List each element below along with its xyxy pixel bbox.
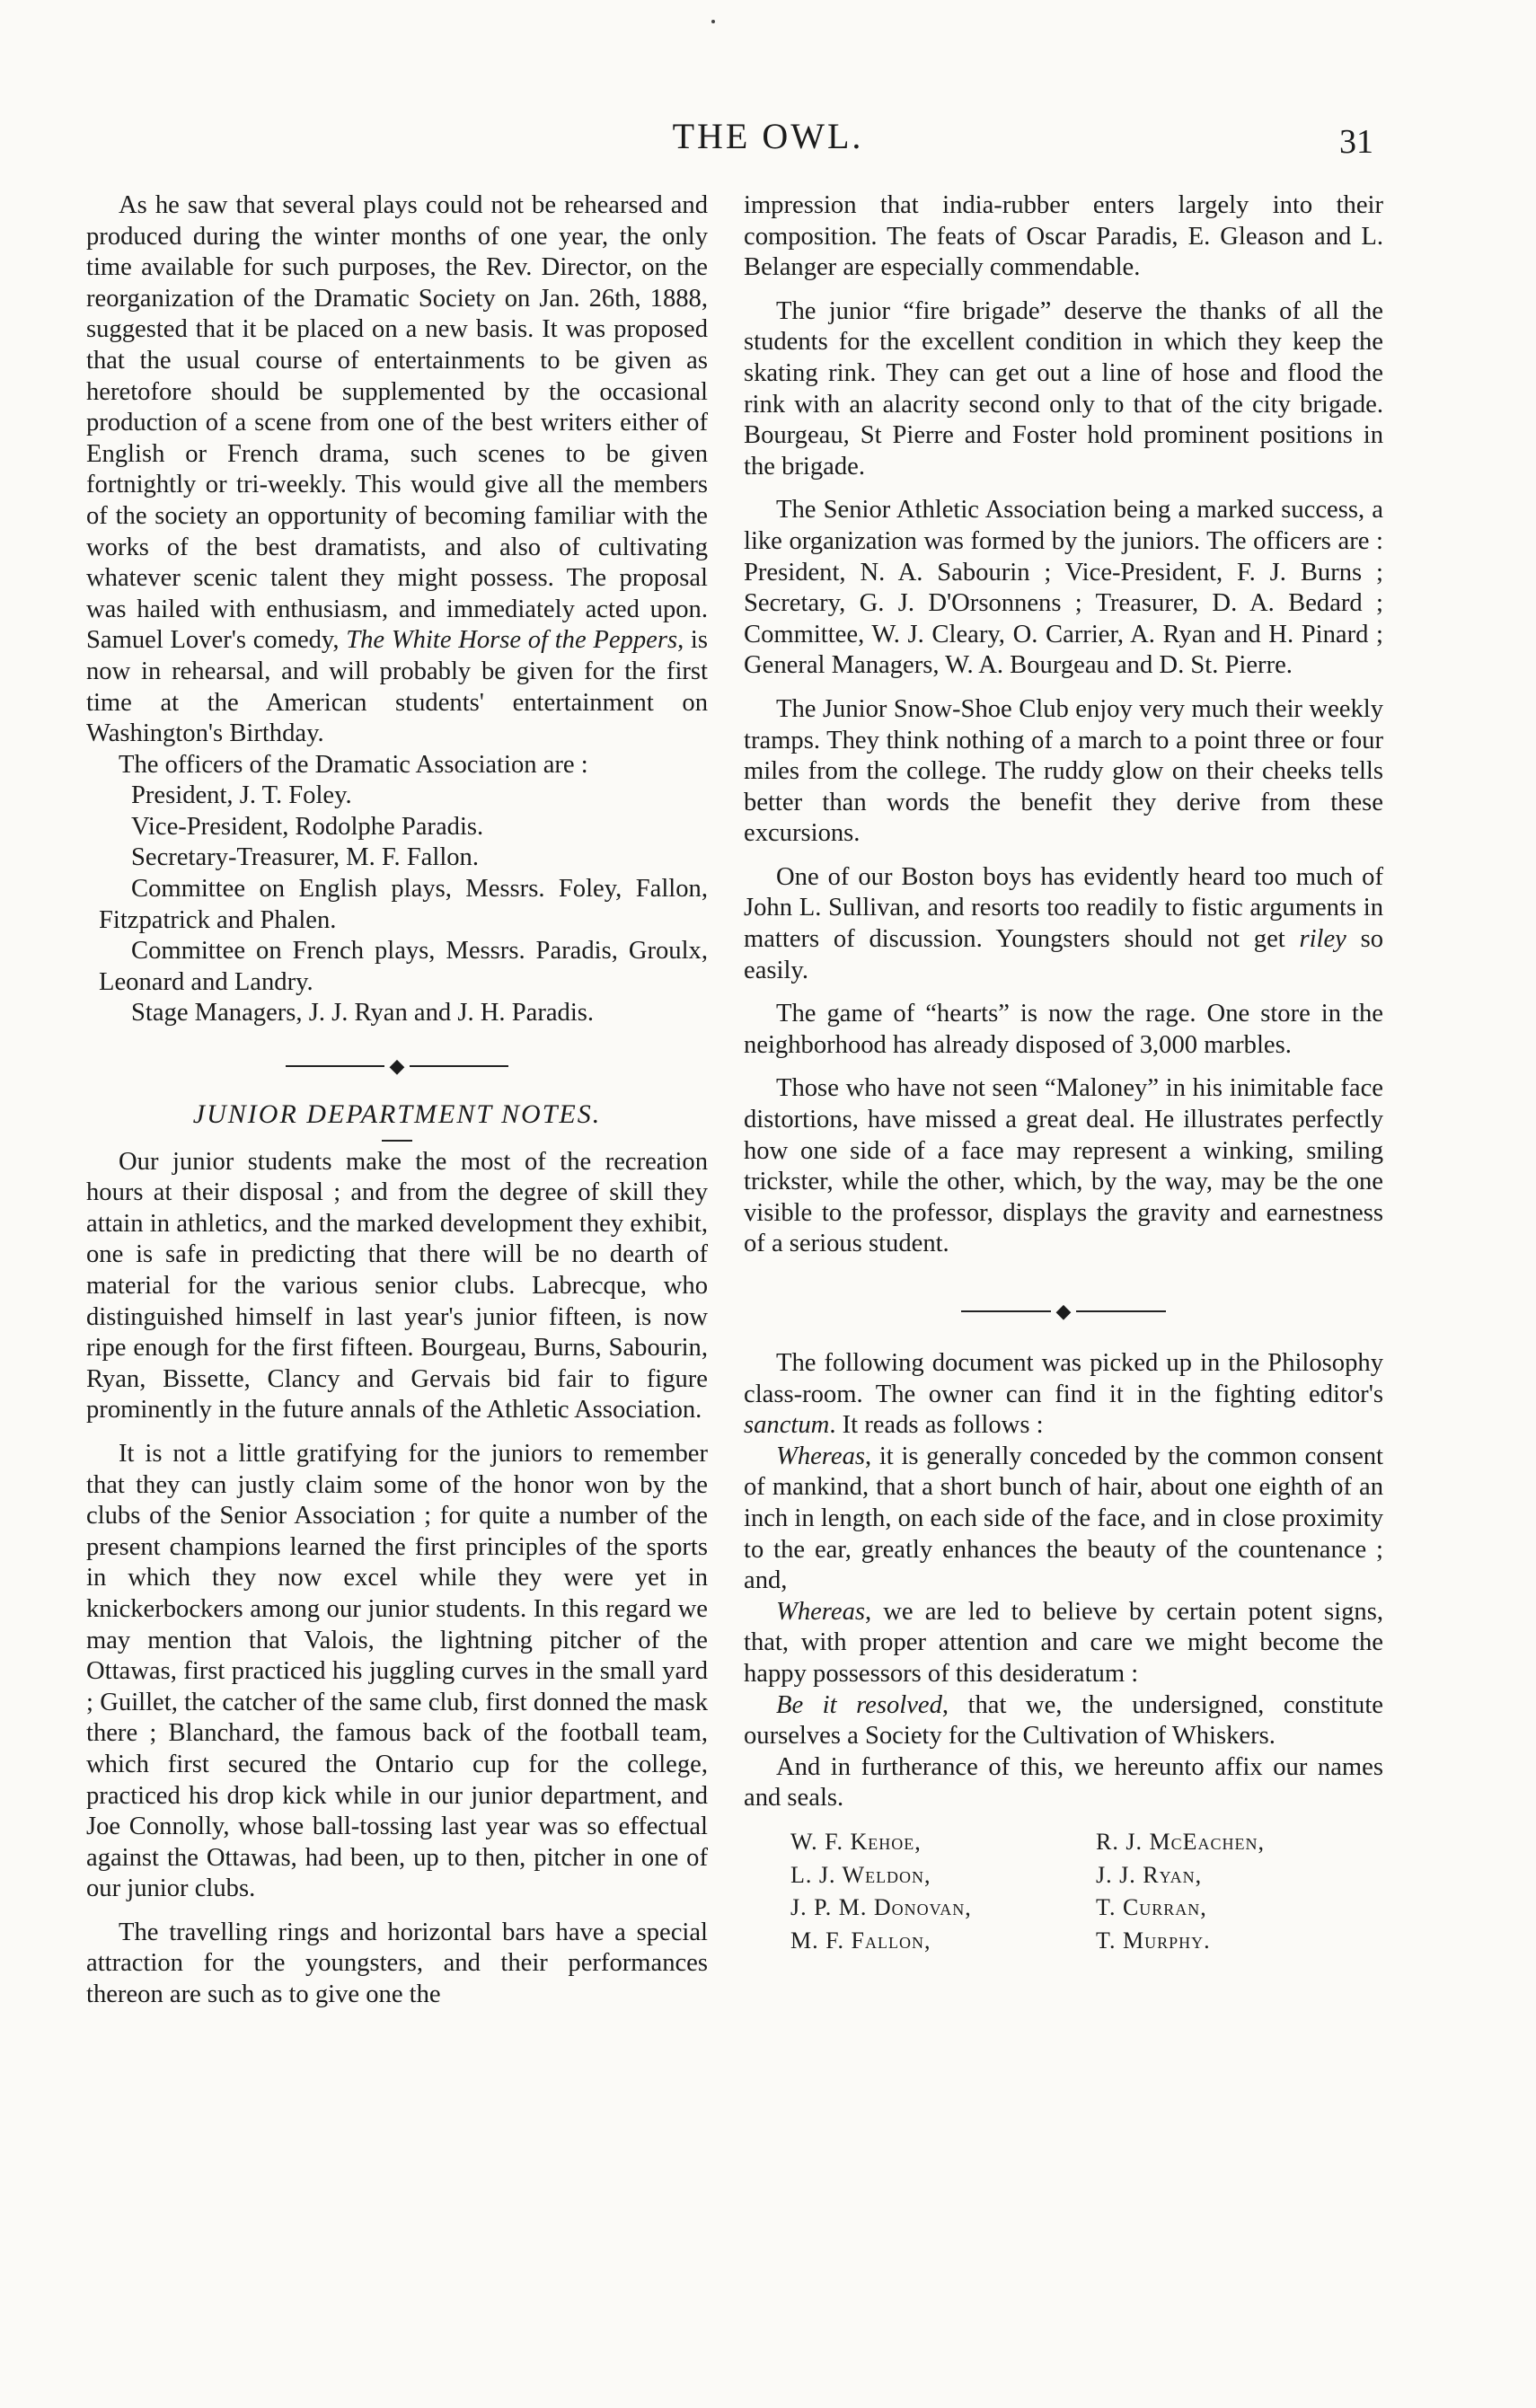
signature: W. F. Kehoe, [790, 1828, 922, 1855]
left-column [86, 190, 708, 2011]
officer-line: Secretary-Treasurer, M. F. Fallon. [131, 843, 480, 872]
section-divider [744, 1301, 1383, 1321]
junior-paragraph: The travelling rings and horizontal bars have a special attraction for the youngsters, and their performances thereon are such as to give one the [86, 1918, 708, 2009]
signature: T. Curran, [1096, 1894, 1207, 1921]
fire-brigade-paragraph: The junior “fire brigade” deserve the thanks of all the students for the excellent condition in which they keep the skating rink. They can get out a line of hose and flood the rink with an alacrity second only to that of the city brigade. Bourgeau, St Pierre and Foster hold prominent positions in the brigade. [744, 296, 1383, 481]
page-number: 31 [1339, 123, 1373, 161]
athletic-association-paragraph: The Senior Athletic Association being a marked success, a like organization was formed by the juniors. The officers are : President, N. A. Sabourin ; Vice-President, F. J. Burns ; Secretary, G. J. D'Orsonnens ; Treasurer, D. A. Bedard ; Committee, W. J. Cleary, O. Carrier, A. Ryan and H. Pinard ; General Managers, W. A. Bourgeau and D. St. Pierre. [744, 496, 1383, 680]
signature: L. J. Weldon, [790, 1861, 931, 1888]
officers-intro: The officers of the Dramatic Association are : [119, 750, 588, 779]
signature-list [744, 1827, 1383, 1956]
heading-rule [382, 1140, 412, 1142]
maloney-paragraph: Those who have not seen “Maloney” in his inimitable face distortions, have missed a great deal. He illustrates perfectly how one side of a face may represent a winking, smiling trickster, while the other, which, by the way, may be the one visible to the professor, displays the gravity and earnestness of a serious student. [744, 1074, 1383, 1258]
rings-continuation-paragraph: impression that india-rubber enters largely into their composition. The feats of Oscar Paradis, E. Gleason and L. Belanger are especially commendable. [744, 191, 1383, 282]
play-title: The White Horse of the Peppers [346, 626, 678, 655]
signature: T. Murphy. [1096, 1927, 1211, 1954]
document-intro: The following document was picked up in the Philosophy class-room. The owner can find it in the fighting editor's sanctum. It reads as follows : [744, 1349, 1383, 1440]
hearts-paragraph: The game of “hearts” is now the rage. One store in the neighborhood has already disposed of 3,000 marbles. [744, 1000, 1383, 1059]
boston-paragraph: One of our Boston boys has evidently heard too much of John L. Sullivan, and resorts too readily to fistic arguments in matters of discussion. Youngsters should not get riley so easily. [744, 862, 1383, 984]
resolution-clause: Be it resolved, that we, the undersigned, constitute ourselves a Society for the Cultivation of Whiskers. [744, 1690, 1383, 1751]
signature: J. J. Ryan, [1096, 1861, 1203, 1888]
signature: R. J. McEachen, [1096, 1828, 1265, 1855]
ornament-icon: ◆ [1055, 1300, 1072, 1322]
dramatic-society-paragraph: As he saw that several plays could not be rehearsed and produced during the winter months of one year, the only time available for such purposes, the Rev. Director, on the reorganization of the Dramatic Society on Jan. 26th, 1888, suggested that it be placed on a new basis. It was proposed that the usual course of entertainments to be given as heretofore should be supplemented by the occasional production of a scene from one of the best writers either of English or French drama, such scenes to be given fortnightly or tri-weekly. This would give all the members of the society an opportunity of becoming familiar with the works of the best dramatists, and also of cultivating whatever scenic talent they might possess. The proposal was hailed with enthusiasm, and immediately acted upon. Samuel Lover's comedy, The White Horse of the Peppers, is now in rehearsal, and will probably be given for the first time at the American students' entertainment on Washington's Birthday. [86, 191, 708, 748]
right-column [744, 190, 1383, 1956]
officer-line: Committee on French plays, Messrs. Paradis, Groulx, Leonard and Landry. [99, 937, 708, 996]
whereas-clause: Whereas, we are led to believe by certain potent signs, that, with proper attention and care we might become the happy possessors of this desideratum : [744, 1597, 1383, 1688]
officers-list [86, 750, 708, 1029]
officer-line: Committee on English plays, Messrs. Foley, Fallon, Fitzpatrick and Phalen. [99, 875, 708, 934]
section-divider [86, 1056, 708, 1076]
section-heading: JUNIOR DEPARTMENT NOTES. [192, 1099, 602, 1130]
page-speck [711, 20, 715, 23]
junior-paragraph: Our junior students make the most of the recreation hours at their disposal ; and from the degree of skill they attain in athletics, and the marked development they exhibit, one is safe in predicting that there will be no dearth of material for the various senior clubs. Labrecque, who distinguished himself in last year's junior fifteen, is now ripe enough for the first fifteen. Bourgeau, Burns, Sabourin, Ryan, Bissette, Clancy and Gervais bid fair to figure prominently in the future annals of the Athletic Association. [86, 1147, 708, 1425]
snow-shoe-paragraph: The Junior Snow-Shoe Club enjoy very much their weekly tramps. They think nothing of a march to a point three or four miles from the college. The ruddy glow on their cheeks tells better than words the benefit they derive from these excursions. [744, 694, 1383, 848]
ornament-icon: ◆ [389, 1054, 405, 1078]
officer-line: President, J. T. Foley. [131, 781, 352, 810]
signature: J. P. M. Donovan, [790, 1894, 972, 1921]
officer-line: Vice-President, Rodolphe Paradis. [131, 812, 484, 841]
whereas-clause: Whereas, it is generally conceded by the common consent of mankind, that a short bunch of hair, about one eighth of an inch in length, on each side of the face, and in close proximity to the ear, greatly enhances the beauty of the countenance ; and, [744, 1442, 1383, 1595]
furtherance-clause: And in furtherance of this, we hereunto affix our names and seals. [744, 1752, 1383, 1813]
officer-line: Stage Managers, J. J. Ryan and J. H. Paradis. [131, 999, 595, 1028]
journal-title: THE OWL. [672, 116, 864, 156]
signature: M. F. Fallon, [790, 1927, 931, 1954]
junior-paragraph: It is not a little gratifying for the juniors to remember that they can justly claim some of the honor won by the clubs of the Senior Association ; for quite a number of the present champions learned the first principles of the sports in which they now excel while they were yet in knickerbockers among our junior students. In this regard we may mention that Valois, the lightning pitcher of the Ottawas, first practiced his juggling curves in the small yard ; Guillet, the catcher of the same club, first donned the mask there ; Blanchard, the famous back of the football team, which first secured the Ontario cup for the college, practiced his drop kick while in our junior department, and Joe Connolly, whose ball-tossing last year was so effectual against the Ottawas, had been, up to then, pitcher in one of our junior clubs. [86, 1439, 708, 1903]
